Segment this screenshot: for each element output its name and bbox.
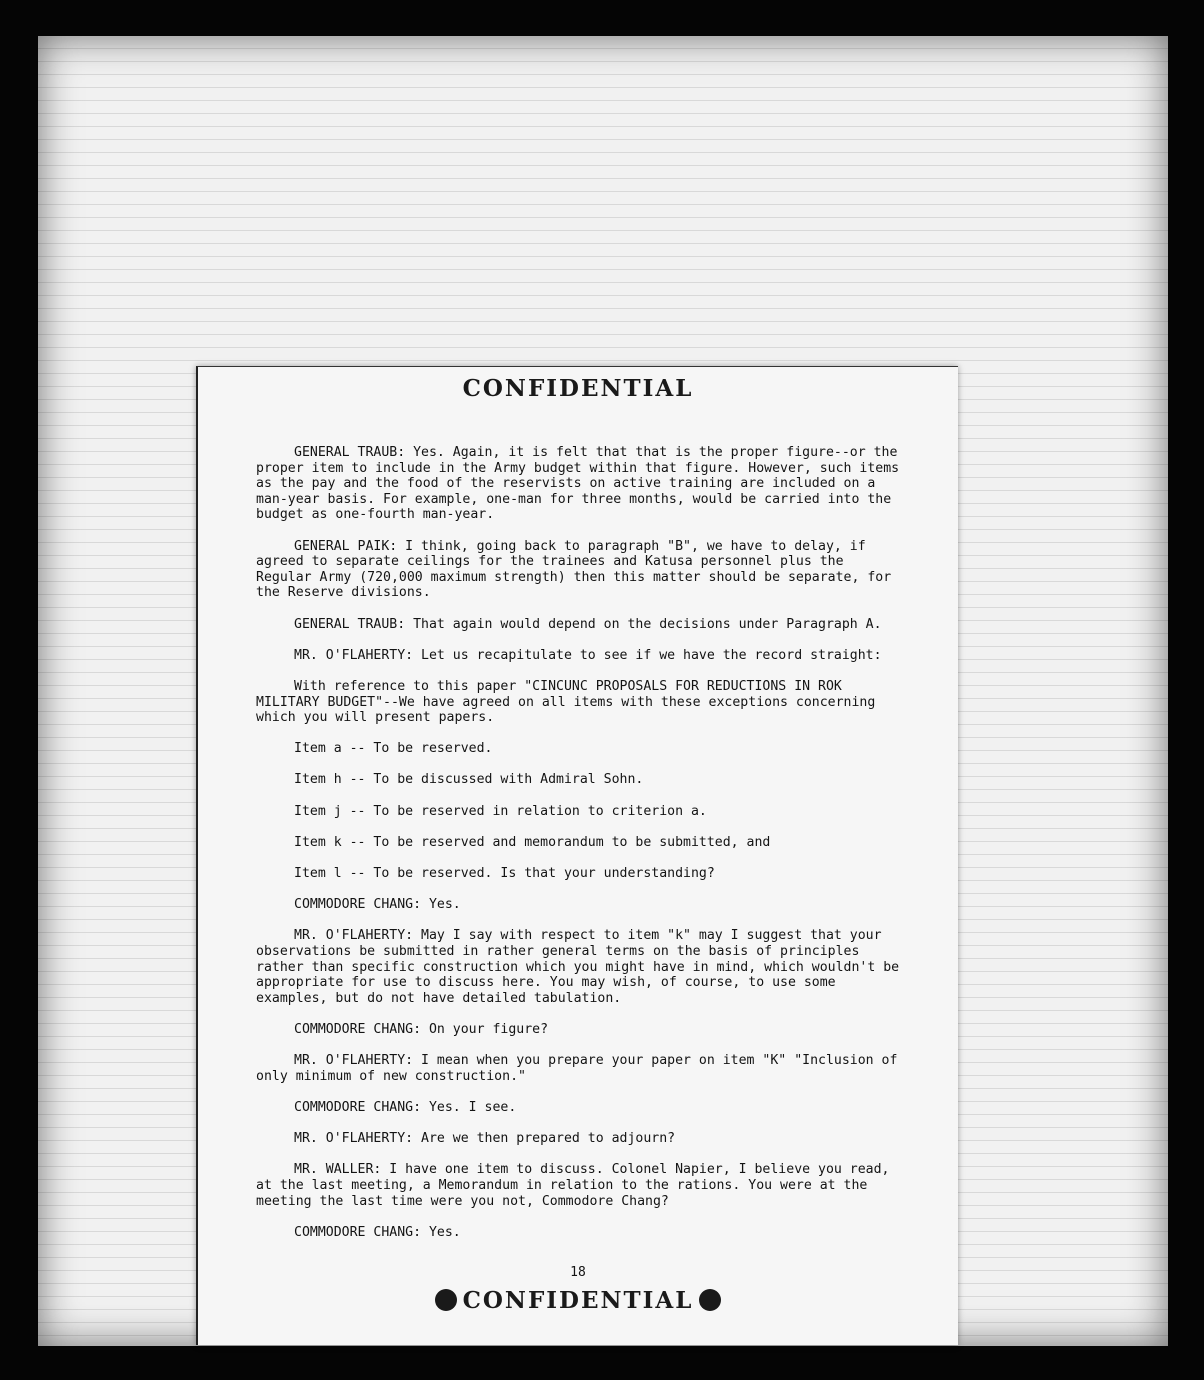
paragraph: MR. O'FLAHERTY: I mean when you prepare your paper on item "K" "Inclusion of only minimum of new construction." (256, 1053, 898, 1084)
stamp-dot-icon (699, 1289, 721, 1311)
confidential-stamp-top: CONFIDENTIAL (462, 375, 694, 402)
paragraph: With reference to this paper "CINCUNC PROPOSALS FOR REDUCTIONS IN ROK MILITARY BUDGET"--We have agreed on all items with these exceptions concerning which you will present papers. (256, 678, 876, 726)
paragraph: MR. O'FLAHERTY: Let us recapitulate to see if we have the record straight: (294, 647, 882, 663)
list-item: Item k -- To be reserved and memorandum to be submitted, and (294, 834, 771, 850)
paragraph: COMMODORE CHANG: Yes. I see. (294, 1099, 517, 1115)
paragraph: COMMODORE CHANG: Yes. (294, 897, 461, 913)
document-body (256, 445, 906, 1256)
list-item: Item j -- To be reserved in relation to criterion a. (294, 803, 707, 819)
list-item: Item h -- To be discussed with Admiral Sohn. (294, 772, 644, 788)
list-item: Item a -- To be reserved. (294, 741, 493, 757)
page-number: 18 (570, 1265, 586, 1280)
paragraph: MR. O'FLAHERTY: May I say with respect to item "k" may I suggest that your observations be submitted in rather general terms on the basis of principles rather than specific construction which you might have in mind, which wouldn't be appropriate for use to discuss here. You may wish, of course, to use some examples, but do not have detailed tabulation. (256, 928, 900, 1006)
paragraph: COMMODORE CHANG: On your figure? (294, 1021, 549, 1037)
confidential-stamp-bottom (198, 1287, 958, 1314)
paragraph: COMMODORE CHANG: Yes. (294, 1224, 461, 1240)
paragraph: MR. WALLER: I have one item to discuss. Colonel Napier, I believe you read, at the last meeting, a Memorandum in relation to the rations. You were at the meeting the last time were you not, Commodore Chang? (256, 1162, 890, 1209)
paragraph: GENERAL PAIK: I think, going back to paragraph "B", we have to delay, if agreed to separate ceilings for the trainees and Katusa personnel plus the Regular Army (720,000 maximum strength) then this matter should be separate, for the Reserve divisions. (256, 538, 892, 601)
paragraph: MR. O'FLAHERTY: Are we then prepared to adjourn? (294, 1131, 676, 1147)
list-item: Item l -- To be reserved. Is that your understanding? (294, 866, 715, 882)
paragraph: GENERAL TRAUB: Yes. Again, it is felt that that is the proper figure--or the proper item to include in the Army budget within that figure. However, such items as the pay and the food of the reservists on active training are included on a man-year basis. For example, one-man for three months, would be carried into the budget as one-fourth man-year. (256, 445, 900, 523)
confidential-stamp-text: CONFIDENTIAL (462, 1287, 694, 1314)
paragraph: GENERAL TRAUB: That again would depend on the decisions under Paragraph A. (294, 616, 882, 632)
document-page (196, 366, 958, 1345)
stamp-dot-icon (435, 1289, 457, 1311)
